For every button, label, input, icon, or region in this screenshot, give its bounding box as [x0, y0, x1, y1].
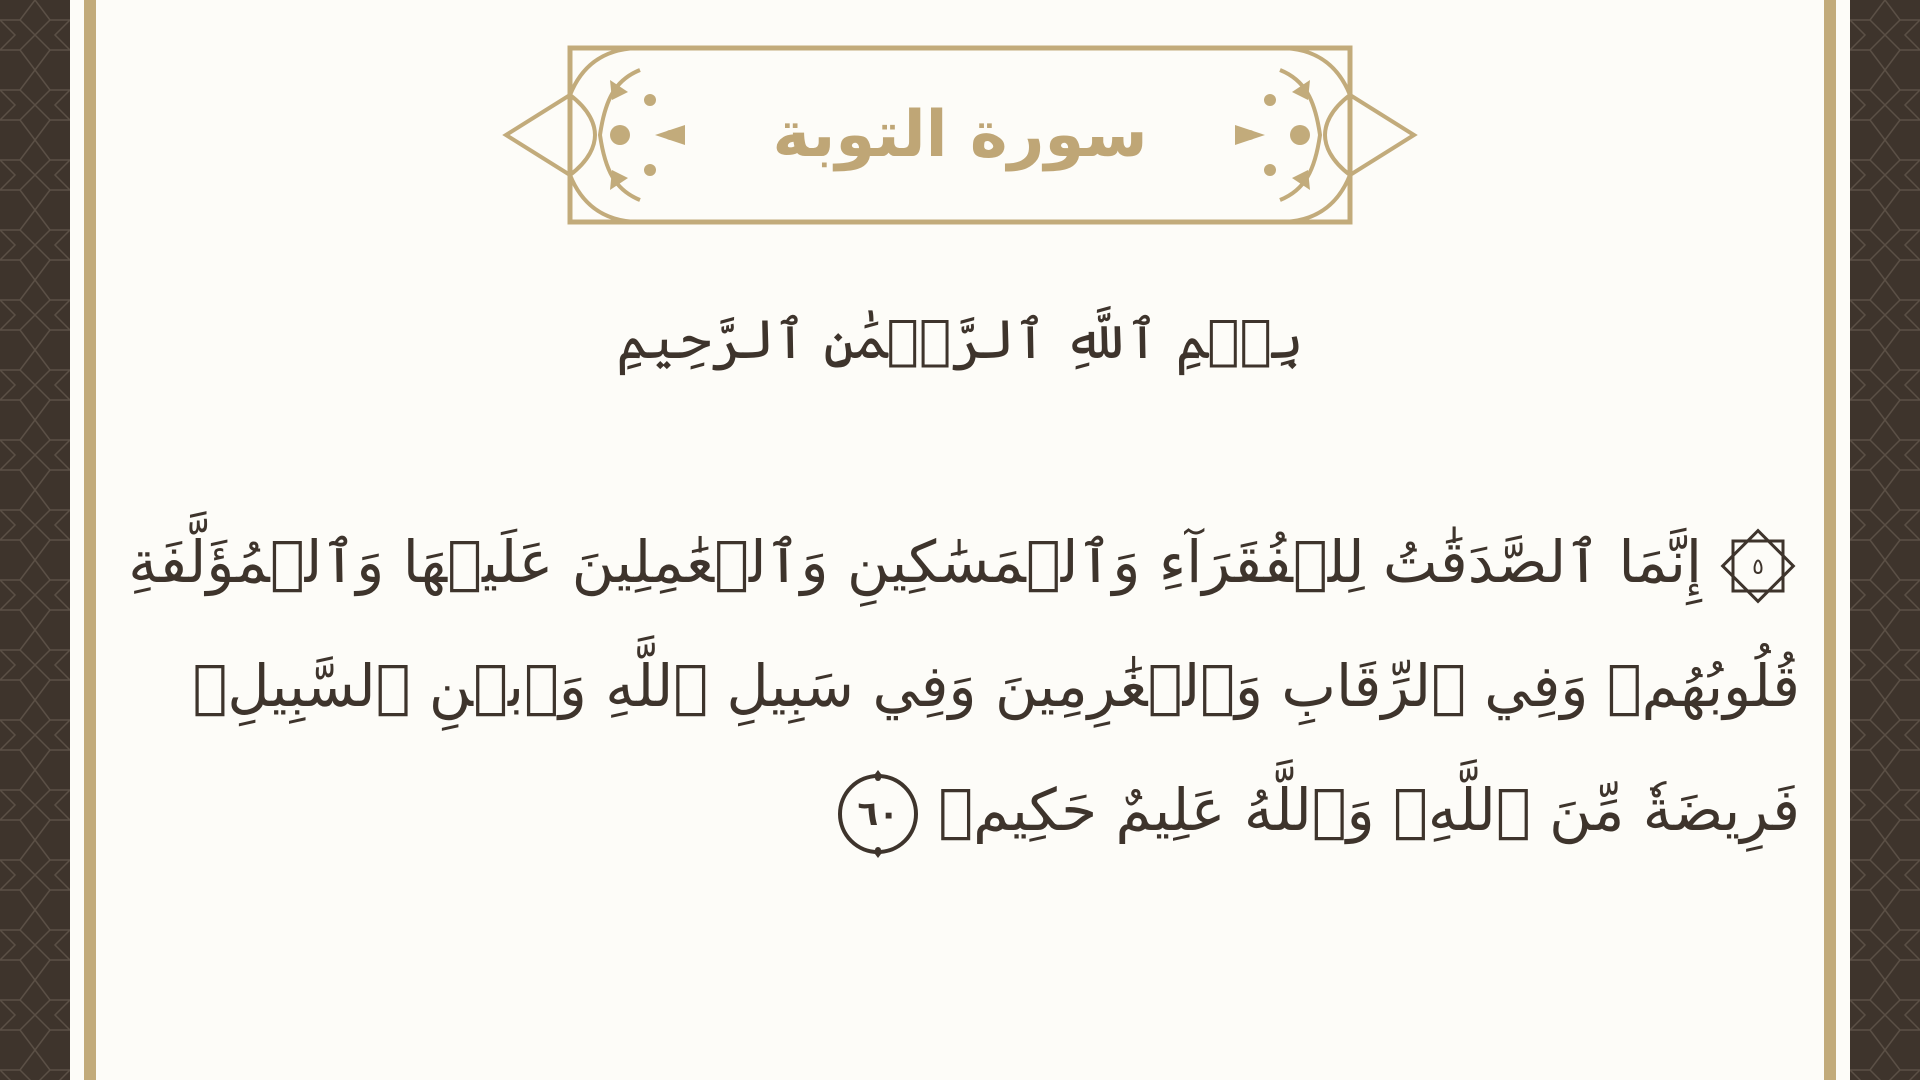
ayah-number: ٦٠: [857, 793, 900, 834]
verse-line: [192, 624, 1800, 748]
verse-line-3-text: فَرِيضَةٗ مِّنَ ٱللَّهِۗ وَٱللَّهُ عَلِيمٌ حَكِيمٞ: [938, 776, 1800, 844]
ayah-end-rosette-icon: [832, 768, 924, 860]
verse-block: [128, 500, 1800, 872]
geometric-pattern-icon: [1850, 0, 1920, 1080]
left-gold-stripe: [84, 0, 96, 1080]
surah-title: سورة التوبة: [772, 98, 1148, 172]
left-ornamental-border: [0, 0, 70, 1080]
surah-title-frame: [500, 40, 1420, 230]
right-gold-stripe: [1824, 0, 1836, 1080]
geometric-pattern-icon: [0, 0, 70, 1080]
verse-line-2-text: قُلُوبُهُمۡ وَفِي ٱلرِّقَابِ وَٱلۡغَٰرِمِينَ وَفِي سَبِيلِ ٱللَّهِ وَٱبۡنِ ٱلسَّبِيلِۖ: [192, 652, 1800, 720]
right-ornamental-border: [1850, 0, 1920, 1080]
start-marker-digit: ٥: [1752, 554, 1764, 580]
basmala: بِسۡمِ ٱللَّهِ ٱلرَّحۡمَٰنِ ٱلرَّحِيمِ: [616, 308, 1304, 371]
verse-line-1-text: إِنَّمَا ٱلصَّدَقَٰتُ لِلۡفُقَرَآءِ وَٱلۡمَسَٰكِينِ وَٱلۡعَٰمِلِينَ عَلَيۡهَا وَٱلۡمُؤَلَّفَةِ: [128, 528, 1702, 596]
right-gap: [1836, 0, 1850, 1080]
left-gap: [70, 0, 84, 1080]
verse-line: [290, 748, 1800, 872]
octagram-star-icon: [1716, 524, 1800, 608]
verse-line: [128, 500, 1800, 624]
